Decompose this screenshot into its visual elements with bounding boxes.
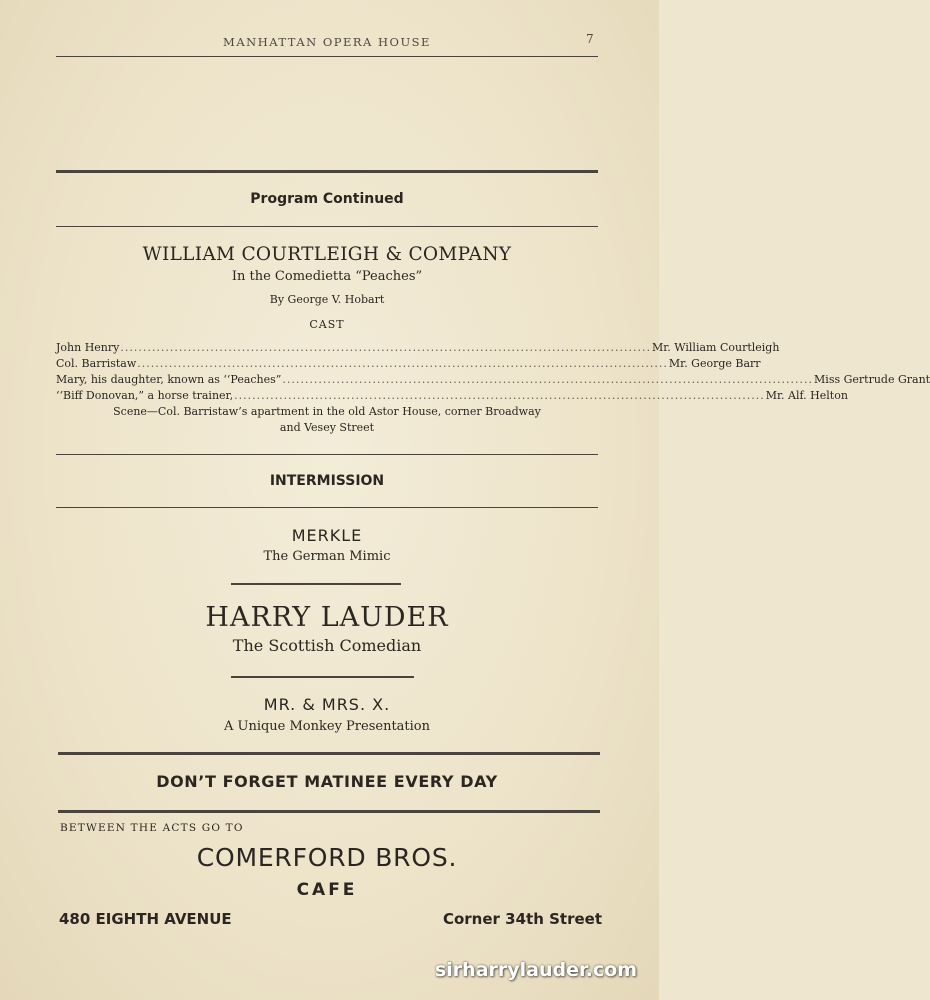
cast-actor: Mr. William Courtleigh — [651, 341, 780, 354]
cast-row — [56, 341, 780, 354]
thick-rule — [58, 810, 600, 813]
leader-dots: ...................................................................................................................... — [120, 341, 651, 354]
act-title-monkey: MR. & MRS. X. — [263, 695, 391, 714]
cast-actor: Mr. George Barr — [668, 357, 761, 370]
act-subtitle-monkey: A Unique Monkey Presentation — [223, 719, 431, 734]
act-title-merkle: MERKLE — [291, 526, 363, 545]
cast-row — [56, 373, 930, 386]
cast-actor: Miss Gertrude Grant — [814, 373, 930, 386]
scene-line: Scene—Col. Barristaw’s apartment in the old Astor House, corner Broadway — [113, 405, 541, 418]
cast-role: Mary, his daughter, known as ‘‘Peaches” — [56, 373, 282, 386]
cast-role: Col. Barristaw — [56, 357, 137, 370]
cast-heading: CAST — [309, 318, 345, 331]
divider — [56, 454, 598, 455]
site-watermark: sirharrylauder.com — [434, 959, 637, 981]
advert-type: CAFE — [296, 880, 358, 900]
cast-actor: Mr. Alf. Helton — [765, 389, 848, 402]
short-rule — [231, 676, 414, 678]
cast-role: ‘‘Biff Donovan,” a horse trainer, — [56, 389, 234, 402]
act-subtitle-courtleigh: In the Comedietta “Peaches” — [231, 269, 423, 284]
act-title-lauder: HARRY LAUDER — [205, 602, 449, 633]
address-right: Corner 34th Street — [442, 910, 602, 928]
leader-dots: ...................................................................................................................... — [282, 373, 814, 386]
leader-dots: ...................................................................................................................... — [234, 389, 765, 402]
scene-line: and Vesey Street — [279, 421, 375, 434]
act-title-courtleigh: WILLIAM COURTLEIGH & COMPANY — [142, 244, 512, 265]
leader-dots: ...................................................................................................................... — [137, 357, 668, 370]
cast-role: John Henry — [56, 341, 120, 354]
divider — [56, 507, 598, 508]
thick-rule — [58, 752, 600, 755]
running-head: MANHATTAN OPERA HOUSE — [223, 35, 431, 49]
divider — [56, 226, 598, 227]
program-heading: Program Continued — [250, 191, 404, 207]
short-rule — [231, 583, 401, 585]
header-rule — [56, 56, 598, 57]
top-thick-rule — [56, 170, 598, 173]
matinee-notice: DON’T FORGET MATINEE EVERY DAY — [156, 772, 498, 791]
act-author: By George V. Hobart — [269, 293, 385, 306]
page-number: 7 — [586, 32, 594, 46]
cast-row — [56, 389, 848, 402]
advert-name: COMERFORD BROS. — [196, 843, 458, 872]
address-left: 480 EIGHTH AVENUE — [59, 910, 232, 928]
between-acts-text: BETWEEN THE ACTS GO TO — [60, 822, 244, 834]
intermission-heading: INTERMISSION — [269, 473, 385, 489]
act-subtitle-merkle: The German Mimic — [263, 549, 391, 564]
cast-row — [56, 357, 761, 370]
act-subtitle-lauder: The Scottish Comedian — [232, 636, 422, 655]
